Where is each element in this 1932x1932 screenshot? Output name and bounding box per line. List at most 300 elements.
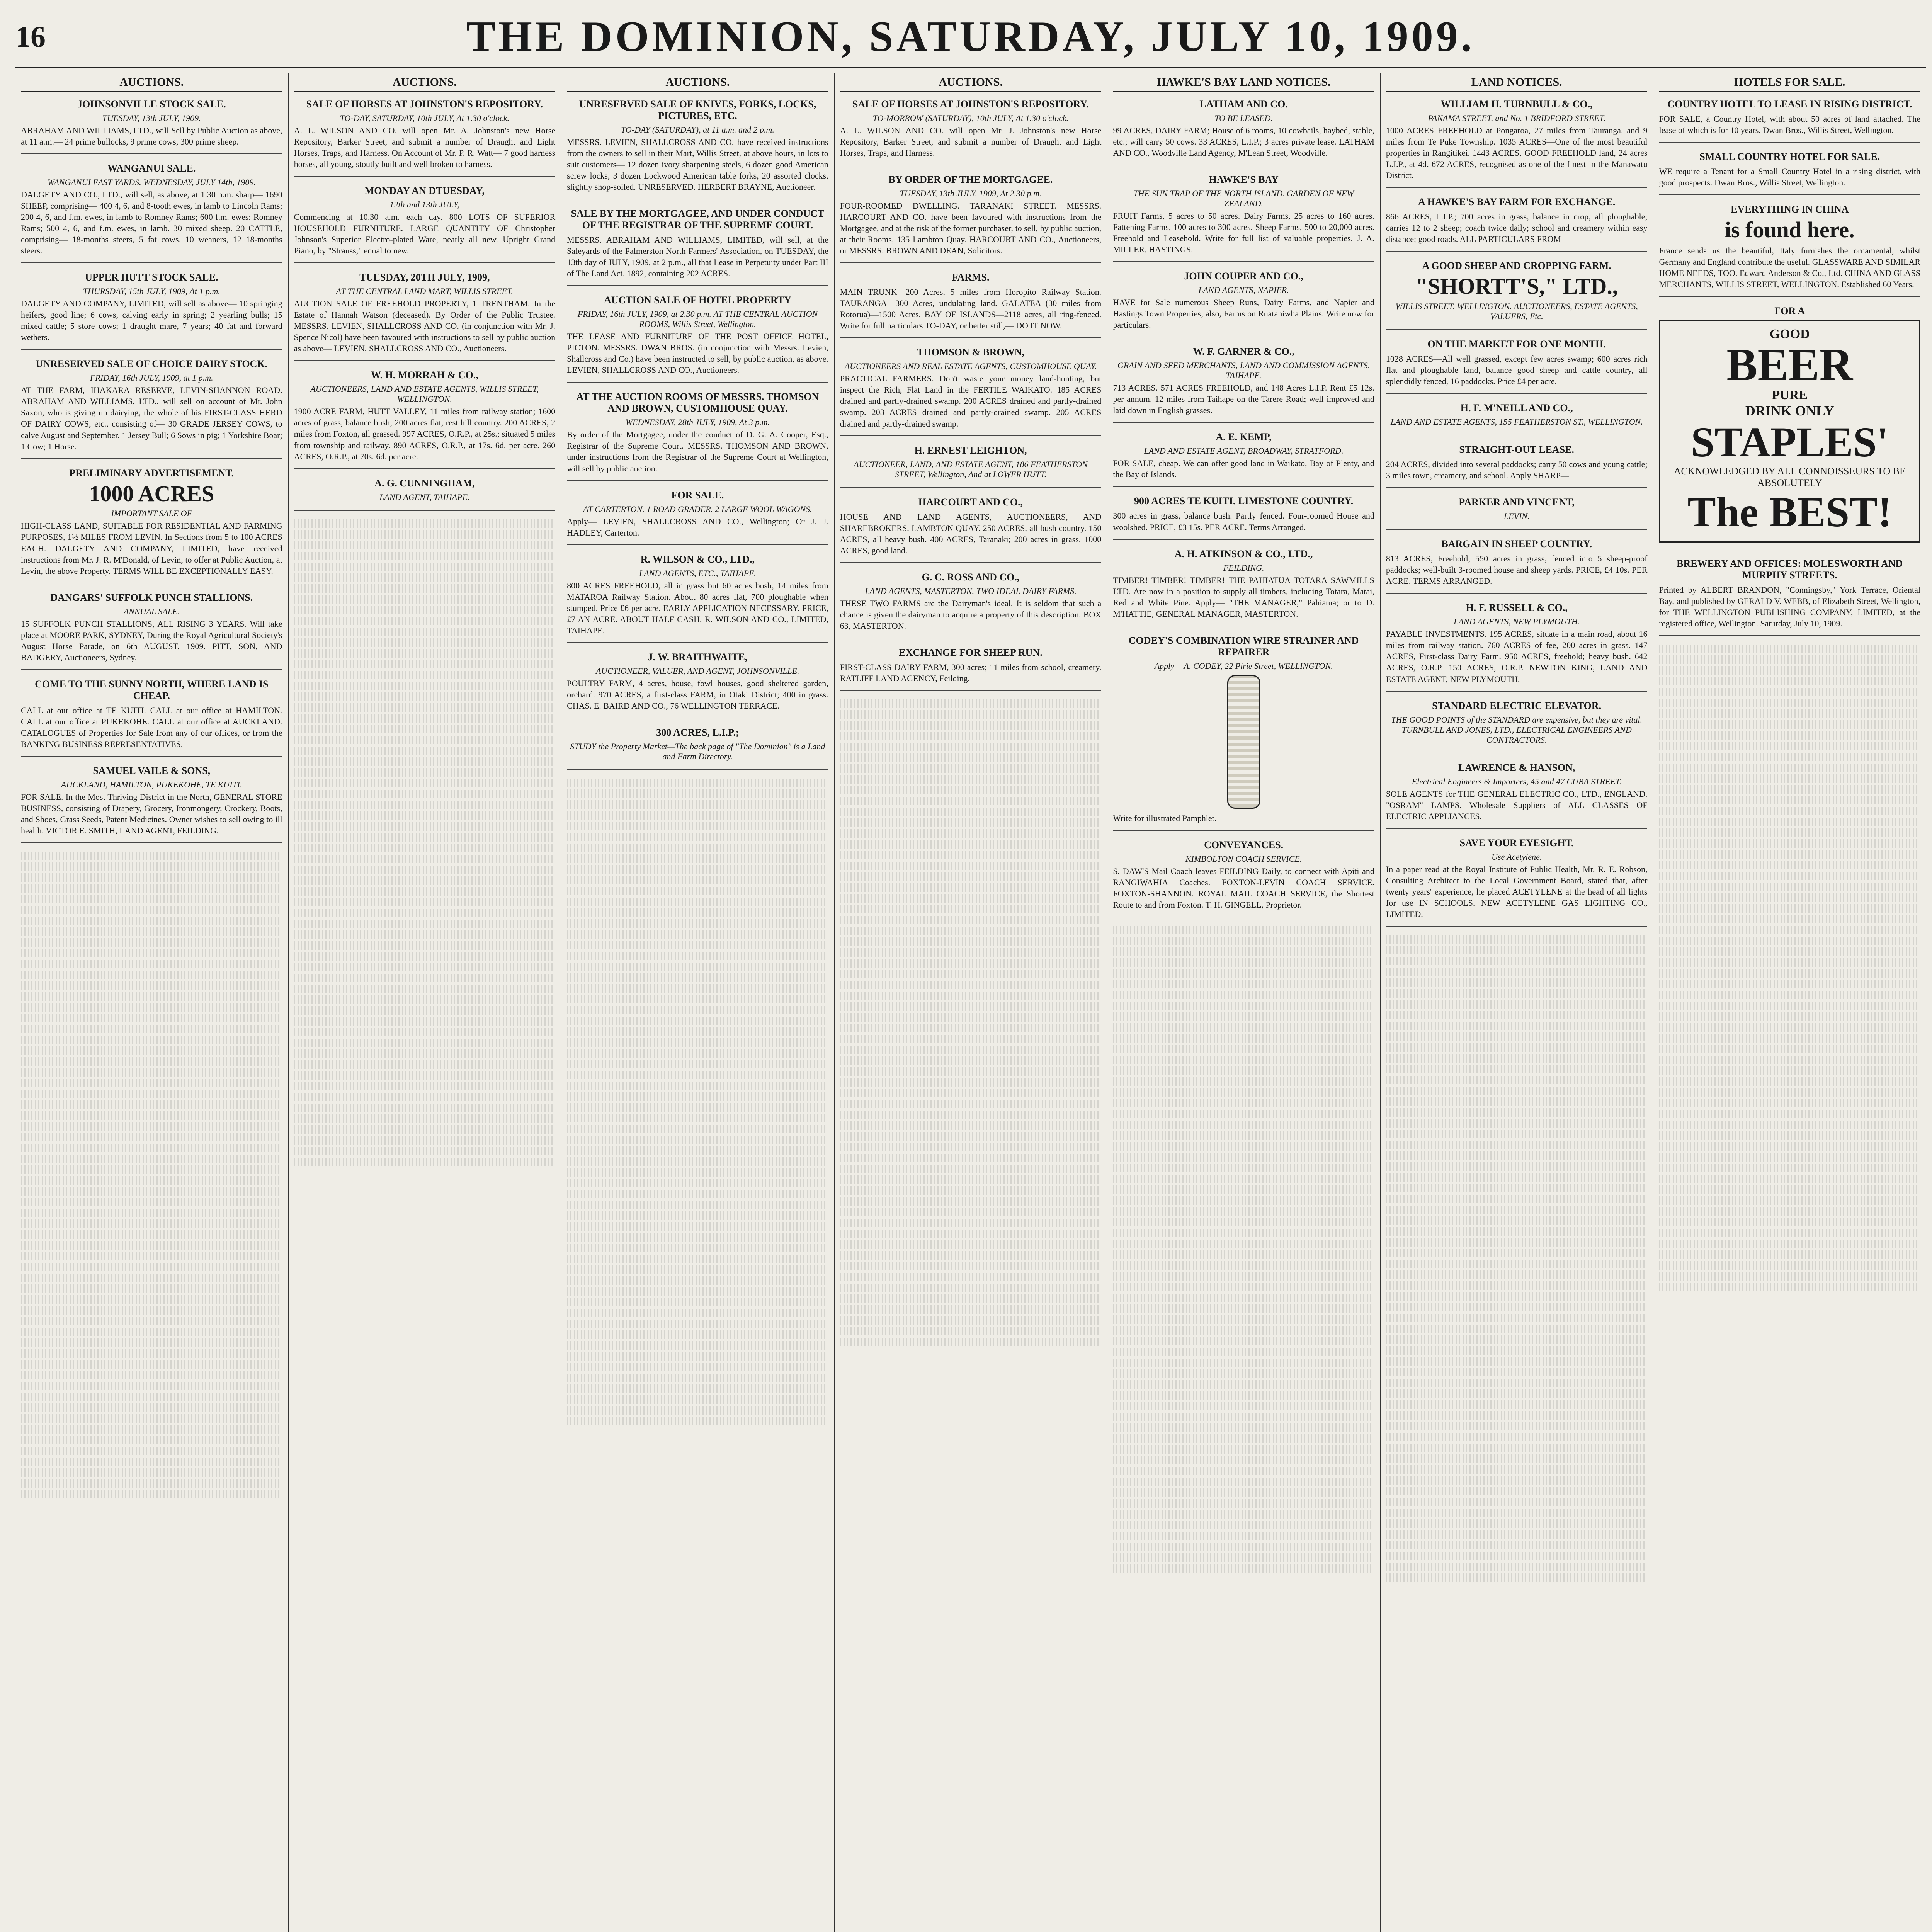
small-print-line	[840, 937, 1102, 946]
small-print-line	[1659, 1088, 1920, 1097]
ad-subtitle: FRIDAY, 16th JULY, 1909, at 1 p.m.	[90, 373, 213, 383]
small-print-line	[567, 941, 828, 949]
beer-drink-only: DRINK ONLY	[1745, 403, 1834, 419]
small-print-line	[294, 692, 556, 701]
small-print-line	[1113, 1456, 1374, 1464]
ad-title: HARCOURT AND CO.,	[918, 496, 1023, 508]
small-print-line	[294, 768, 556, 777]
small-print-line	[21, 1403, 282, 1412]
small-print-line	[567, 1287, 828, 1296]
small-print-line	[567, 1060, 828, 1068]
column-heading: LAND NOTICES.	[1386, 73, 1648, 92]
small-print-line	[294, 876, 556, 885]
ad-title: STANDARD ELECTRIC ELEVATOR.	[1432, 700, 1602, 711]
column-heading: AUCTIONS.	[294, 73, 556, 92]
small-print-line	[1386, 1151, 1648, 1160]
small-print-line	[1113, 1553, 1374, 1562]
small-print-line	[1386, 1097, 1648, 1106]
advertisement	[840, 347, 1102, 436]
advertisement	[567, 99, 828, 199]
small-print-line	[1386, 1260, 1648, 1268]
advertisement	[1113, 839, 1374, 917]
small-print-line	[1386, 1314, 1648, 1322]
ad-title: 300 ACRES, L.I.P.;	[656, 726, 739, 738]
small-print-line	[840, 1143, 1102, 1151]
small-print-line	[1386, 1249, 1648, 1257]
small-print-line	[840, 862, 1102, 870]
advertisement	[1113, 174, 1374, 262]
small-print-line	[840, 840, 1102, 849]
small-print-line	[1113, 1240, 1374, 1248]
small-print-line	[567, 1244, 828, 1252]
small-print-line	[1659, 1077, 1920, 1086]
advertisement	[294, 369, 556, 469]
ad-body-text: 713 ACRES. 571 ACRES FREEHOLD, and 148 Acres L.I.P. Rent £5 12s. per annum. 12 miles from Taihape on the Tarere Road; well improved and laid down in English grasses.	[1113, 383, 1374, 415]
ad-title: A. G. CUNNINGHAM,	[374, 477, 475, 489]
small-print-line	[294, 714, 556, 723]
ad-title: UNRESERVED SALE OF KNIVES, FORKS, LOCKS, PICTURES, ETC.	[579, 99, 816, 121]
small-print-line	[1386, 1346, 1648, 1355]
ad-subtitle: STUDY the Property Market—The back page of "The Dominion" is a Land and Farm Directory.	[570, 741, 825, 761]
small-print-line	[567, 811, 828, 820]
small-print-line	[21, 938, 282, 947]
ad-subtitle: LAND AGENTS, NAPIER.	[1198, 285, 1289, 295]
small-print-line	[1113, 958, 1374, 967]
advertisement	[1386, 762, 1648, 829]
ad-body-text: Write for illustrated Pamphlet.	[1113, 813, 1217, 823]
column-heading: AUCTIONS.	[21, 73, 282, 92]
advertisement	[1659, 99, 1920, 143]
small-print-line	[567, 1006, 828, 1014]
small-print-line	[21, 1176, 282, 1185]
small-print-line	[840, 753, 1102, 762]
small-print-line	[840, 970, 1102, 978]
advertisement	[21, 765, 282, 843]
small-print-line	[1386, 1379, 1648, 1387]
ad-body-text: FIRST-CLASS DAIRY FARM, 300 acres; 11 miles from school, creamery. RATLIFF LAND AGENCY, Feilding.	[840, 662, 1102, 683]
ad-title: J. W. BRAITHWAITE,	[648, 651, 748, 663]
ad-title: SMALL COUNTRY HOTEL FOR SALE.	[1699, 151, 1880, 163]
small-print-line	[1386, 1552, 1648, 1560]
ad-headline: is found here.	[1725, 217, 1855, 243]
small-print-line	[567, 1330, 828, 1339]
ad-title: SALE OF HORSES AT JOHNSTON'S REPOSITORY.	[306, 99, 543, 110]
ad-subtitle: WANGANUI EAST YARDS. WEDNESDAY, JULY 14th, 1909.	[47, 177, 256, 187]
advertisement	[840, 497, 1102, 563]
advertisement	[1386, 538, 1648, 594]
small-print-line	[1659, 1056, 1920, 1064]
small-print-line	[294, 584, 556, 593]
ad-title: FARMS.	[952, 272, 990, 283]
small-print-line	[294, 519, 556, 528]
small-print-line	[21, 992, 282, 1001]
small-print-line	[1659, 991, 1920, 999]
small-print-line	[294, 801, 556, 809]
small-print-line	[294, 866, 556, 874]
small-print-line	[567, 822, 828, 830]
ad-title: LATHAM AND CO.	[1199, 99, 1288, 110]
small-print-line	[840, 1197, 1102, 1206]
small-print-line	[567, 887, 828, 895]
small-print-line	[21, 1036, 282, 1044]
small-print-line	[1386, 1465, 1648, 1474]
small-print-line	[1113, 1142, 1374, 1151]
advertisement	[1113, 548, 1374, 626]
small-print-line	[294, 747, 556, 755]
ad-subtitle: IMPORTANT SALE OF	[111, 509, 192, 519]
small-print-line	[1386, 1022, 1648, 1030]
ad-title: HAWKE'S BAY	[1209, 174, 1279, 185]
beer-advertisement	[1659, 320, 1920, 543]
small-print-line	[1113, 1066, 1374, 1075]
small-print-line	[1113, 1272, 1374, 1281]
ad-subtitle: AUCTIONEER, LAND, AND ESTATE AGENT, 186 FEATHERSTON STREET, Wellington, And at LOWER HUTT.	[854, 459, 1088, 479]
advertisement	[567, 208, 828, 286]
small-print-line	[21, 1349, 282, 1358]
advertisement	[567, 727, 828, 770]
ad-body-text: DALGETY AND CO., LTD., will sell, as above, at 1.30 p.m. sharp— 1690 SHEEP, comprising— 400 4, 6, and 8-tooth ewes, in lamb to Lincoln Rams; 200 4, 6, and f.m. ewes, in lamb to Romney Rams; 600 f.m. ewes; Romney Rams; 500 4, 6, and f.m. ewes, in lamb. 30 mixed sheep. 20 CATTLE, comprising— 18-months steers, 5 fat cows, 10 weaners, 12 18-months steers.	[21, 190, 282, 256]
small-print-line	[1659, 893, 1920, 902]
advertisement	[1113, 635, 1374, 831]
small-print-line	[21, 927, 282, 936]
small-print-line	[840, 775, 1102, 784]
advertisement	[21, 358, 282, 459]
small-print-line	[1386, 1065, 1648, 1073]
column-heading: HOTELS FOR SALE.	[1659, 73, 1920, 92]
advertisement	[1386, 837, 1648, 927]
ad-body-text: MAIN TRUNK—200 Acres, 5 miles from Horopito Railway Station. TAURANGA—300 Acres, undulating land. GALATEA (30 miles from Rotorua)—1500 Acres. BAY OF ISLANDS—2118 acres, all ring-fenced. Write for full particulars TO-DAY, or better still,— DO IT NOW.	[840, 287, 1102, 331]
wire-strainer-illustration	[1227, 675, 1260, 809]
small-print-line	[294, 844, 556, 852]
ad-title: G. C. ROSS AND CO.,	[922, 571, 1020, 583]
small-print-line	[1113, 1229, 1374, 1237]
small-print-line	[567, 1320, 828, 1328]
advertisement	[21, 679, 282, 757]
small-print-line	[294, 1049, 556, 1058]
small-print-line	[1386, 1227, 1648, 1236]
small-print-line	[294, 930, 556, 939]
small-print-line	[21, 1479, 282, 1488]
ad-title: WILLIAM H. TURNBULL & CO.,	[1440, 99, 1593, 110]
ad-subtitle: LAND AGENTS, ETC., TAIHAPE.	[639, 568, 756, 578]
small-print-line	[1113, 1110, 1374, 1118]
advertisement	[567, 554, 828, 643]
small-print-line	[840, 916, 1102, 924]
ad-body-text: THESE TWO FARMS are the Dairyman's ideal. It is seldom that such a chance is given the dairyman to acquire a property of this description. BOX 63, MASTERTON.	[840, 598, 1102, 631]
column-1	[15, 73, 289, 1932]
small-print-line	[1386, 1487, 1648, 1495]
small-print-line	[567, 1222, 828, 1231]
small-print-line	[294, 974, 556, 982]
small-print-line	[1659, 1250, 1920, 1259]
ad-title: DANGARS' SUFFOLK PUNCH STALLIONS.	[50, 592, 253, 603]
ad-subtitle: Apply— A. CODEY, 22 Pirie Street, WELLINGTON.	[1154, 661, 1333, 671]
ad-subtitle: TO-DAY (SATURDAY), at 11 a.m. and 2 p.m.	[621, 125, 774, 134]
ad-title: AT THE AUCTION ROOMS OF MESSRS. THOMSON AND BROWN, CUSTOMHOUSE QUAY.	[576, 391, 819, 414]
small-print-line	[1659, 915, 1920, 923]
small-print-line	[1659, 666, 1920, 675]
advertisement	[1386, 260, 1648, 330]
small-print-line	[21, 1198, 282, 1206]
small-print-line	[1659, 1121, 1920, 1129]
small-print-line	[1113, 1564, 1374, 1573]
column-4	[835, 73, 1108, 1932]
ad-title: STRAIGHT-OUT LEASE.	[1459, 444, 1575, 456]
ad-body-text: MESSRS. ABRAHAM AND WILLIAMS, LIMITED, will sell, at the Saleyards of the Palmerston North Farmers' Association, on TUESDAY, the 13th day of JULY, 1909, at 2 p.m., all that Lease in Perpetuity under Part III of The Land Act, 1892, containing 202 ACRES.	[567, 235, 828, 279]
small-print-line	[840, 829, 1102, 838]
small-print-line	[840, 743, 1102, 751]
small-print-line	[21, 1144, 282, 1152]
ad-subtitle: Electrical Engineers & Importers, 45 and 47 CUBA STREET.	[1412, 776, 1622, 786]
small-print-line	[1659, 774, 1920, 783]
small-print-line	[294, 779, 556, 787]
small-print-line	[567, 1417, 828, 1425]
small-print-line	[21, 1414, 282, 1423]
small-print-line	[840, 1165, 1102, 1173]
ad-body-text: A. L. WILSON AND CO. will open Mr. J. Johnston's new Horse Repository, Barker Street, and submit a number of Draught and Light Horses, Traps, and Harness.	[840, 126, 1102, 158]
small-print-line	[1386, 1281, 1648, 1290]
small-print-line	[1659, 764, 1920, 772]
small-print-line	[840, 786, 1102, 794]
small-print-line	[567, 1255, 828, 1263]
ad-title: H. ERNEST LEIGHTON,	[914, 444, 1027, 456]
small-print-line	[567, 1049, 828, 1058]
small-print-line	[294, 995, 556, 1004]
advertisement	[840, 272, 1102, 338]
small-print-line	[567, 1179, 828, 1187]
small-print-line	[294, 952, 556, 961]
small-print-line	[21, 1458, 282, 1466]
small-print-line	[294, 1125, 556, 1134]
ad-body-text: AT THE FARM, IHAKARA RESERVE, LEVIN-SHANNON ROAD. ABRAHAM AND WILLIAMS, LTD., will sell on account of Mr. John Saxon, who is giving up dairying, the whole of his FIRST-CLASS HERD OF DAIRY COWS, etc., consisting of— 30 GRADE JERSEY COWS, to calve August and September. 1 Jersey Bull; 6 Sows in pig; 1 Yorkshire Boar; 1 Cow; 1 Horse.	[21, 385, 282, 451]
ad-subtitle: AUCTIONEERS AND REAL ESTATE AGENTS, CUSTOMHOUSE QUAY.	[844, 361, 1097, 371]
small-print-line	[294, 552, 556, 560]
small-print-line	[294, 898, 556, 906]
small-print-line	[1659, 872, 1920, 880]
small-print-line	[567, 1211, 828, 1220]
ad-title: PARKER AND VINCENT,	[1459, 497, 1575, 508]
small-print-line	[21, 1100, 282, 1109]
small-print-line	[1113, 1402, 1374, 1410]
advertisement	[1659, 305, 1920, 549]
ad-body-text: 800 ACRES FREEHOLD, all in grass but 60 acres bush, 14 miles from MATAROA Railway Station. About 80 acres flat, 700 ploughable when stumped. Price £6 per acre. EARLY APPLICATION NECESSARY. PRICE, £7 AN ACRE. ABOUT HALF CASH. R. WILSON AND CO., LIMITED, TAIHAPE.	[567, 580, 828, 635]
small-print-line	[294, 682, 556, 690]
small-print-line	[294, 703, 556, 712]
small-print-line	[294, 941, 556, 950]
small-print-line	[1386, 1141, 1648, 1149]
column-heading: HAWKE'S BAY LAND NOTICES.	[1113, 73, 1374, 92]
small-print-line	[1386, 1270, 1648, 1279]
small-print-line	[1113, 1088, 1374, 1097]
small-print-line	[1113, 1131, 1374, 1140]
small-print-line	[294, 595, 556, 604]
advertisement	[1113, 431, 1374, 487]
ad-body-text: DALGETY AND COMPANY, LIMITED, will sell as above— 10 springing heifers, good line; 6 cows, calving early in spring; 2 yearling bulls; 15 mixed cattle; 5 store cows; 1 draught mare, 7 years; 40 fat and forward wethers.	[21, 299, 282, 342]
advertisement	[294, 478, 556, 511]
small-print-line	[840, 1262, 1102, 1270]
small-print-line	[1386, 1195, 1648, 1203]
small-print-line	[567, 1309, 828, 1317]
small-print-line	[567, 1298, 828, 1306]
small-print-line	[1113, 980, 1374, 988]
small-print-line	[1659, 828, 1920, 837]
small-print-line	[1113, 1196, 1374, 1205]
small-print-line	[21, 1436, 282, 1444]
ad-headline: "SHORTT'S," LTD.,	[1415, 274, 1618, 299]
advertisement	[1113, 99, 1374, 165]
small-print-line	[1659, 850, 1920, 859]
ad-body-text: HAVE for Sale numerous Sheep Runs, Dairy Farms, and Napier and Hastings Town Properties; also, Farms on Ruataniwha Plains. Write now for particulars.	[1113, 298, 1374, 330]
ad-subtitle: AT THE CENTRAL LAND MART, WILLIS STREET.	[336, 286, 514, 296]
ad-body-text: 1900 ACRE FARM, HUTT VALLEY, 11 miles from railway station; 1600 acres of grass, balance bush; 200 acres flat, rest hill country. 200 ACRES, 2 miles from Foxton, all grassed. 997 ACRES, O.R.P., at 25s.; situated 5 miles from township and railway. 890 ACRES, O.R.P., at 17s. 6d. per acre. 260 ACRES, O.R.P., at 70s. 6d. per acre.	[294, 406, 556, 461]
advertisement	[1386, 602, 1648, 691]
small-print-line	[1659, 1153, 1920, 1162]
small-print-line	[567, 1082, 828, 1090]
small-print-line	[1659, 1164, 1920, 1172]
ad-title: LAWRENCE & HANSON,	[1458, 762, 1575, 773]
small-print-line	[840, 1035, 1102, 1043]
small-print-line	[567, 1341, 828, 1350]
small-print-line	[840, 1305, 1102, 1314]
small-print-line	[294, 1082, 556, 1090]
small-print-line	[1113, 1056, 1374, 1064]
small-print-line	[840, 1154, 1102, 1162]
small-print-line	[1659, 947, 1920, 956]
small-print-line	[1113, 1391, 1374, 1400]
ad-title: EXCHANGE FOR SHEEP RUN.	[899, 646, 1043, 658]
small-print-line	[294, 628, 556, 636]
advertisement	[567, 651, 828, 718]
small-print-line	[567, 1201, 828, 1209]
small-print-line	[294, 1158, 556, 1166]
small-print-line	[294, 790, 556, 798]
ad-title: CONVEYANCES.	[1204, 839, 1284, 850]
ad-body-text: SOLE AGENTS for THE GENERAL ELECTRIC CO., LTD., ENGLAND. "OSRAM" LAMPS. Wholesale Suppliers of ALL CLASSES OF ELECTRIC APPLIANCES.	[1386, 789, 1648, 821]
ad-body-text: FOUR-ROOMED DWELLING. TARANAKI STREET. MESSRS. HARCOURT AND CO. have been favoured with instructions from the Mortgagee, and at the risk of the former purchaser, to sell, by public auction, at their Rooms, 135 Lambton Quay. HARCOURT AND CO., Auctioneers, or MESSRS. BROWN AND DEAN, Solicitors.	[840, 201, 1102, 256]
small-print-line	[1386, 1411, 1648, 1420]
small-print-line	[840, 851, 1102, 859]
small-print-line	[1386, 1087, 1648, 1095]
small-print-line	[21, 1263, 282, 1271]
small-print-line	[294, 725, 556, 733]
ad-title: SAVE YOUR EYESIGHT.	[1459, 837, 1574, 849]
ad-body-text: 866 ACRES, L.I.P.; 700 acres in grass, balance in crop, all ploughable; carries 12 to 2 sheep; coach twice daily; school and creamery within easy distance; good roads. ALL PARTICULARS FROM—	[1386, 212, 1648, 244]
ad-subtitle: WILLIS STREET, WELLINGTON. AUCTIONEERS, ESTATE AGENTS, VALUERS, Etc.	[1395, 301, 1638, 321]
small-print-line	[1113, 991, 1374, 999]
small-print-line	[1113, 1423, 1374, 1432]
small-print-line	[567, 876, 828, 884]
small-print-line	[1659, 753, 1920, 761]
ad-body-text: 300 acres in grass, balance bush. Partly fenced. Four-roomed House and woolshed. PRICE, £3 15s. PER ACRE. Terms Arranged.	[1113, 511, 1374, 532]
small-print-line	[294, 822, 556, 831]
small-print-line	[567, 952, 828, 960]
advertisement	[1386, 444, 1648, 488]
small-print-line	[1113, 1369, 1374, 1378]
small-print-line	[840, 764, 1102, 773]
small-print-line	[21, 1155, 282, 1163]
small-print-line	[1113, 1304, 1374, 1313]
small-print-line	[1386, 1303, 1648, 1311]
small-print-line	[294, 1136, 556, 1145]
ad-body-text: 15 SUFFOLK PUNCH STALLIONS, ALL RISING 3 YEARS. Will take place at MOORE PARK, SYDNEY, During the Royal Agricultural Society's August Horse Parade, on 6th AUGUST, 1909. PITT, SON, AND BADGERY, Auctioneers, Sydney.	[21, 619, 282, 662]
small-print-line	[840, 872, 1102, 881]
small-print-line	[1659, 839, 1920, 848]
small-print-line	[1113, 1121, 1374, 1129]
small-print-line	[567, 779, 828, 787]
column-3	[561, 73, 835, 1932]
advertisement	[840, 99, 1102, 165]
ad-title: AUCTION SALE OF HOTEL PROPERTY	[604, 294, 791, 306]
small-print-line	[1386, 1216, 1648, 1225]
small-print-line	[1113, 1467, 1374, 1475]
small-print-line	[1113, 1261, 1374, 1270]
small-print-line	[840, 710, 1102, 719]
small-print-line	[1386, 1238, 1648, 1247]
small-print-line	[294, 920, 556, 928]
ad-body-text: Commencing at 10.30 a.m. each day. 800 LOTS OF SUPERIOR HOUSEHOLD FURNITURE. LARGE QUANTITY OF Christopher Johnson's Superior Electro-plated Ware, nearly all new. Upright Grand Piano, by "Strauss," equal to new.	[294, 212, 556, 256]
small-print-line	[567, 789, 828, 798]
small-print-line	[294, 909, 556, 917]
small-print-line	[840, 1284, 1102, 1292]
small-print-line	[1659, 1283, 1920, 1291]
small-print-line	[21, 1079, 282, 1087]
small-print-line	[1659, 1218, 1920, 1226]
small-print-line	[1659, 1110, 1920, 1118]
small-print-line	[1659, 958, 1920, 967]
ad-subtitle: ANNUAL SALE.	[123, 606, 180, 616]
small-print-line	[840, 959, 1102, 968]
small-print-line	[1113, 1207, 1374, 1216]
small-print-line	[1659, 655, 1920, 664]
ad-subtitle: LAND AGENTS, NEW PLYMOUTH.	[1454, 617, 1580, 627]
small-print-line	[567, 1374, 828, 1382]
ad-body-text: 1000 ACRES FREEHOLD at Pongaroa, 27 miles from Tauranga, and 9 miles from Te Puke Township. 1035 ACRES—One of the most beautiful properties in Rangitikei. 1443 ACRES, GOOD FREEHOLD land, 24 acres L.I.P., at 4d. 672 ACRES, recognised as one of the finest in the Manawatu District.	[1386, 126, 1648, 180]
small-print-line	[567, 844, 828, 852]
small-print-line	[21, 917, 282, 925]
column-heading: AUCTIONS.	[567, 73, 828, 92]
ad-body-text: PAYABLE INVESTMENTS. 195 ACRES, situate in a main road, about 16 miles from railway station. 760 ACRES of fee, 200 acres in grass. 147 ACRES, First-class Dairy Farm. 950 ACRES, freehold; heavy bush. 642 ACRES, O.R.P. 150 ACRES, O.R.P. NEWTON KING, LAND AND ESTATE AGENT, NEW PLYMOUTH.	[1386, 629, 1648, 684]
advertisement	[1386, 196, 1648, 252]
small-print-line	[567, 963, 828, 971]
small-print-line	[1659, 1002, 1920, 1010]
small-print-line	[21, 1165, 282, 1174]
small-print-line	[1659, 904, 1920, 913]
small-print-line	[1659, 818, 1920, 826]
ad-subtitle: THE SUN TRAP OF THE NORTH ISLAND. GARDEN OF NEW ZEALAND.	[1133, 189, 1354, 209]
ad-body-text: Printed by ALBERT BRANDON, "Conningsby," York Terrace, Oriental Bay, and published by GERALD V. WEBB, of Elizabeth Street, Wellington, for THE WELLINGTON PUBLISHING COMPANY, LIMITED, at the registered office, Wellington. Saturday, July 10, 1909.	[1659, 585, 1921, 629]
ad-subtitle: TO-DAY, SATURDAY, 10th JULY, At 1.30 o'clock.	[340, 113, 510, 123]
newspaper-title: THE DOMINION, SATURDAY, JULY 10, 1909.	[466, 12, 1475, 61]
small-print-line	[1113, 1348, 1374, 1356]
small-print-line	[294, 963, 556, 971]
small-print-line	[21, 862, 282, 871]
ad-body-text: PRACTICAL FARMERS. Don't waste your money land-hunting, but inspect the Rich, Flat Land in the FERTILE WAIKATO. 185 ACRES drained and partly-drained swamp. 200 ACRES drained and partly-drained swamp. 203 ACRES drained and partly-drained swamp. 205 ACRES drained and partly-drained swamp.	[840, 374, 1102, 429]
small-print-line	[840, 1230, 1102, 1238]
small-print-line	[294, 1093, 556, 1101]
small-print-line	[294, 811, 556, 820]
small-print-line	[1113, 937, 1374, 945]
ad-body-text: FOR SALE, cheap. We can offer good land in Waikato, Bay of Plenty, and the Bay of Islands.	[1113, 458, 1374, 480]
small-print-line	[21, 1317, 282, 1325]
small-print-line	[1113, 947, 1374, 956]
small-print-line	[1386, 1119, 1648, 1128]
column-heading: AUCTIONS.	[840, 73, 1102, 92]
small-print-line	[294, 1114, 556, 1123]
small-print-line	[1113, 1445, 1374, 1454]
ad-title: BARGAIN IN SHEEP COUNTRY.	[1441, 538, 1592, 550]
small-print-line	[21, 1014, 282, 1022]
small-print-line	[1659, 688, 1920, 696]
